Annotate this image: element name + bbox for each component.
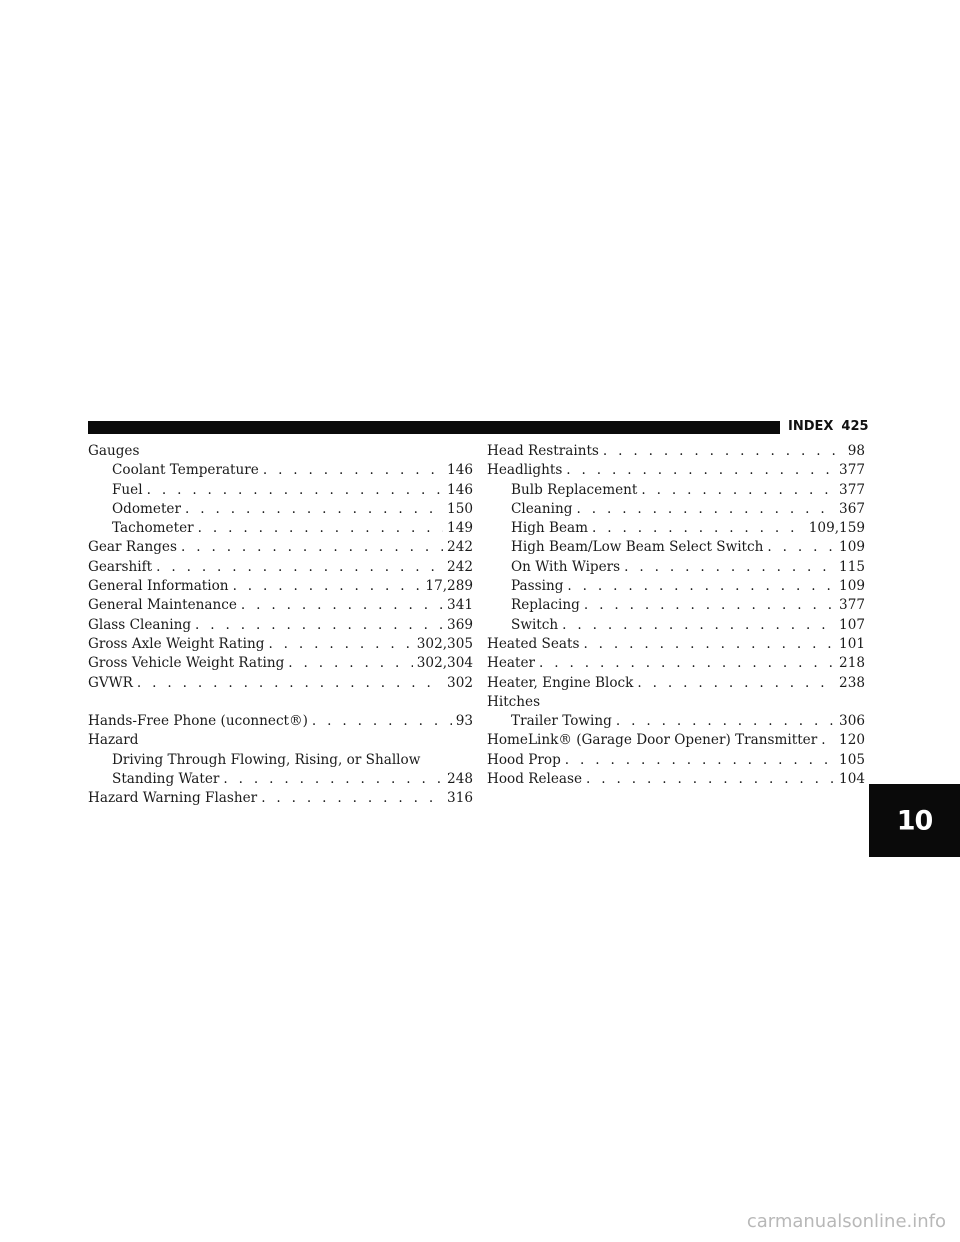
running-header — [788, 418, 869, 436]
index-entry — [487, 654, 865, 673]
entry-page-ref[interactable]: 377 — [839, 481, 865, 498]
entry-term: Hands-Free Phone (uconnect®) — [88, 713, 308, 730]
entry-page-ref[interactable]: 104 — [839, 771, 865, 788]
entry-term: HomeLink® (Garage Door Opener) Transmitter — [487, 732, 818, 749]
entry-term: Replacing — [511, 597, 580, 614]
watermark: carmanualsonline.info — [746, 1211, 946, 1232]
dot-leader — [576, 500, 835, 519]
entry-page-ref[interactable]: 316 — [447, 790, 473, 807]
entry-term: Tachometer — [112, 520, 194, 537]
dot-leader — [233, 577, 422, 596]
dot-leader — [288, 654, 413, 673]
entry-page-ref[interactable]: 120 — [839, 732, 865, 749]
dot-leader — [641, 481, 835, 500]
dot-leader — [223, 770, 443, 789]
index-entry — [88, 712, 473, 731]
entry-term: Head Restraints — [487, 443, 599, 459]
entry-term: Bulb Replacement — [511, 481, 638, 498]
dot-leader — [603, 442, 844, 461]
dot-leader — [624, 558, 835, 577]
entry-term: Switch — [511, 616, 559, 633]
index-subentry — [487, 519, 865, 538]
entry-page-ref[interactable]: 377 — [839, 462, 865, 479]
entry-term: Gross Axle Weight Rating — [88, 635, 265, 652]
entry-page-ref[interactable]: 242 — [447, 558, 473, 575]
index-entry — [487, 693, 865, 712]
entry-page-ref[interactable]: 302,305 — [416, 635, 473, 652]
dot-leader — [181, 538, 443, 557]
entry-page-ref[interactable]: 302 — [447, 674, 473, 691]
entry-term: High Beam — [511, 520, 589, 537]
index-entry — [88, 654, 473, 673]
index-entry — [88, 635, 473, 654]
entry-term: Gross Vehicle Weight Rating — [88, 655, 285, 672]
dot-leader — [567, 577, 835, 596]
index-subentry — [487, 500, 865, 519]
index-subentry — [487, 481, 865, 500]
dot-leader — [583, 635, 835, 654]
entry-term: Hitches — [487, 693, 541, 710]
entry-term: Hood Prop — [487, 751, 561, 768]
dot-leader — [821, 731, 835, 750]
index-entry — [88, 538, 473, 557]
entry-page-ref[interactable]: 150 — [447, 500, 473, 517]
index-subentry — [487, 558, 865, 577]
dot-leader — [312, 712, 452, 731]
chapter-tab-label: 10 — [896, 805, 933, 836]
entry-page-ref[interactable]: 369 — [447, 616, 473, 633]
entry-page-ref[interactable]: 105 — [839, 751, 865, 768]
entry-term: Fuel — [112, 481, 143, 498]
index-column-left — [88, 442, 473, 809]
dot-leader — [767, 538, 835, 557]
entry-page-ref[interactable]: 377 — [839, 597, 865, 614]
index-entry — [487, 442, 865, 461]
dot-leader — [565, 751, 835, 770]
dot-leader — [261, 789, 443, 808]
index-subentry — [487, 596, 865, 615]
entry-page-ref[interactable]: 149 — [447, 520, 473, 537]
entry-term: Cleaning — [511, 500, 573, 517]
index-entry — [88, 577, 473, 596]
entry-term: Glass Cleaning — [88, 616, 192, 633]
entry-term: Coolant Temperature — [112, 462, 259, 479]
entry-term: Trailer Towing — [511, 713, 612, 730]
entry-term: Gauges — [88, 443, 140, 459]
dot-leader — [241, 596, 443, 615]
index-subentry — [487, 712, 865, 731]
dot-leader — [185, 500, 443, 519]
entry-term: On With Wipers — [511, 558, 621, 575]
entry-page-ref[interactable]: 218 — [839, 655, 865, 672]
entry-page-ref[interactable]: 101 — [839, 635, 865, 652]
index-subentry — [88, 500, 473, 519]
entry-term: Gearshift — [88, 558, 153, 575]
index-subentry — [88, 461, 473, 480]
index-entry — [487, 461, 865, 480]
entry-page-ref[interactable]: 238 — [839, 674, 865, 691]
entry-page-ref[interactable]: 146 — [447, 481, 473, 498]
entry-term: General Information — [88, 578, 229, 595]
dot-leader — [198, 519, 443, 538]
entry-term: Heater — [487, 655, 536, 672]
entry-term: Hazard Warning Flasher — [88, 790, 258, 807]
entry-page-ref[interactable]: 115 — [839, 558, 865, 575]
index-subentry — [88, 770, 473, 789]
entry-term: Gear Ranges — [88, 539, 177, 556]
entry-term: Standing Water — [112, 771, 220, 788]
dot-leader — [263, 461, 443, 480]
index-entry — [88, 789, 473, 808]
dot-leader — [566, 461, 835, 480]
entry-page-ref[interactable]: 242 — [447, 539, 473, 556]
index-subentry — [88, 481, 473, 500]
entry-term: Heater, Engine Block — [487, 674, 634, 691]
entry-term: Driving Through Flowing, Rising, or Shallow — [112, 751, 421, 768]
entry-term: GVWR — [88, 674, 133, 691]
entry-page-ref[interactable]: 341 — [447, 597, 473, 614]
dot-leader — [562, 616, 835, 635]
entry-page-ref[interactable]: 146 — [447, 462, 473, 479]
index-entry — [88, 616, 473, 635]
entry-page-ref[interactable]: 302,304 — [416, 655, 473, 672]
entry-page-ref[interactable]: 109 — [839, 539, 865, 556]
page-number: 425 — [841, 419, 869, 434]
index-entry — [487, 674, 865, 693]
index-entry — [487, 731, 865, 750]
entry-page-ref[interactable]: 98 — [847, 443, 865, 459]
index-entry — [88, 442, 473, 461]
index-entry — [88, 596, 473, 615]
dot-leader — [592, 519, 805, 538]
index-entry — [487, 770, 865, 789]
dot-leader — [539, 654, 835, 673]
dot-leader — [147, 481, 443, 500]
index-entry — [487, 635, 865, 654]
entry-page-ref[interactable]: 248 — [447, 771, 473, 788]
index-subentry — [487, 577, 865, 596]
index-column-right — [487, 442, 865, 789]
dot-leader — [137, 674, 443, 693]
entry-page-ref[interactable]: 93 — [455, 713, 473, 730]
entry-term: High Beam/Low Beam Select Switch — [511, 539, 764, 556]
entry-page-ref[interactable]: 109 — [839, 578, 865, 595]
dot-leader — [584, 596, 835, 615]
entry-page-ref[interactable]: 107 — [839, 616, 865, 633]
header-rule — [88, 421, 780, 434]
index-subentry — [88, 519, 473, 538]
chapter-tab — [869, 784, 960, 857]
dot-leader — [156, 558, 443, 577]
entry-term: Hood Release — [487, 771, 583, 788]
dot-leader — [586, 770, 835, 789]
entry-spacer — [88, 693, 473, 712]
index-entry — [88, 731, 473, 750]
entry-page-ref[interactable]: 17,289 — [425, 578, 473, 595]
index-entry — [487, 751, 865, 770]
index-entry — [88, 558, 473, 577]
index-subentry — [487, 616, 865, 635]
entry-term: Headlights — [487, 462, 563, 479]
index-entry — [88, 674, 473, 693]
dot-leader — [616, 712, 835, 731]
entry-term: Odometer — [112, 500, 181, 517]
entry-term: Hazard — [88, 732, 139, 749]
entry-page-ref[interactable]: 306 — [839, 713, 865, 730]
entry-page-ref[interactable]: 109,159 — [808, 520, 865, 537]
entry-term: Passing — [511, 578, 564, 595]
section-title: INDEX — [788, 419, 834, 434]
entry-term: Heated Seats — [487, 635, 580, 652]
index-subentry — [487, 538, 865, 557]
dot-leader — [268, 635, 412, 654]
index-subentry — [88, 751, 473, 770]
dot-leader — [637, 674, 835, 693]
dot-leader — [195, 616, 443, 635]
entry-page-ref[interactable]: 367 — [839, 500, 865, 517]
entry-term: General Maintenance — [88, 597, 237, 614]
